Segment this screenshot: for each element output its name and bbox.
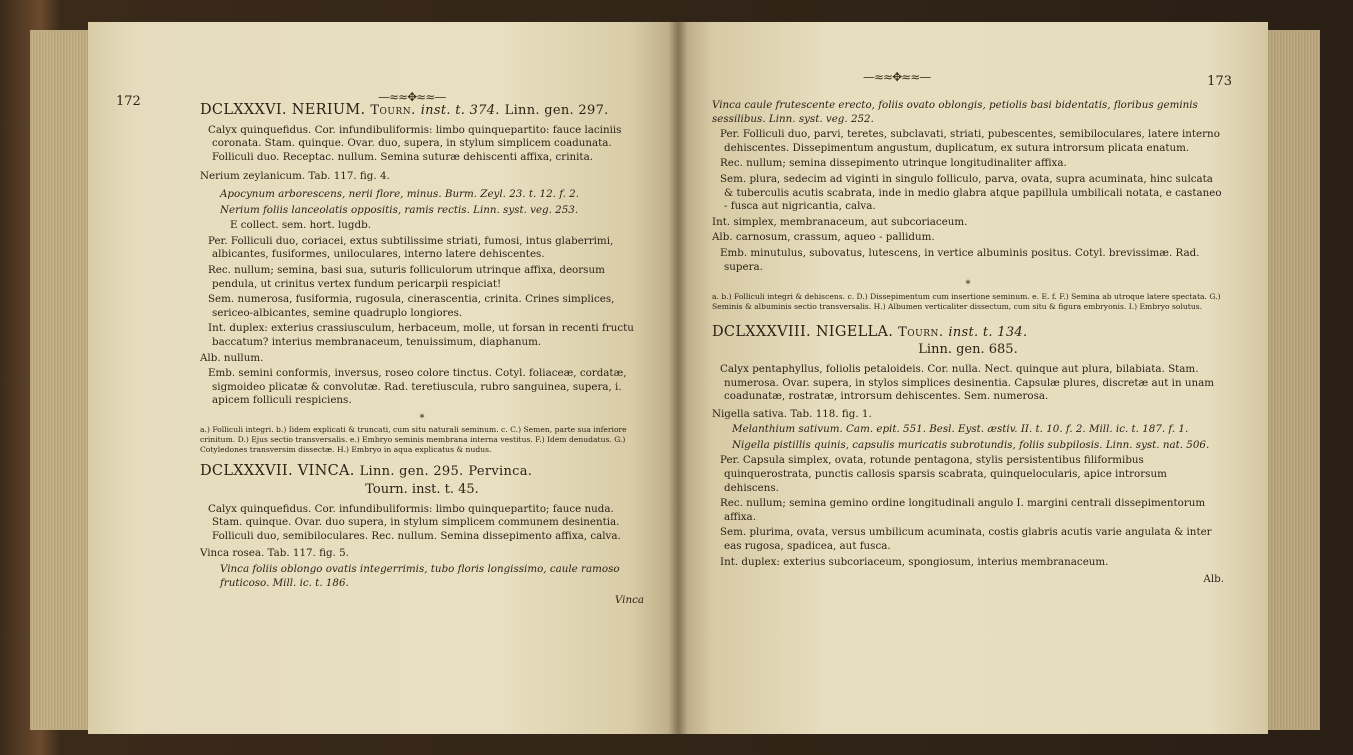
- species-line: Vinca rosea. Tab. 117. fig. 5.: [200, 547, 349, 560]
- right-page: [678, 22, 1268, 734]
- species-line: Nerium zeylanicum. Tab. 117. fig. 4.: [200, 170, 390, 183]
- author: Tourn.: [370, 103, 416, 118]
- ornament-icon: —≈≈✥≈≈—: [863, 70, 931, 84]
- receptacle-description: Rec. nullum; semina gemino ordine longitudinali angulo I. margini centrali dissepimentorum affixa.: [720, 497, 1206, 523]
- section-heading: [712, 323, 1224, 340]
- species-line: Nigella sativa. Tab. 118. fig. 1.: [712, 407, 872, 420]
- calyx-description: Calyx quinquefidus. Cor. infundibuliformis: limbo quinquepartito; fauce nuda. Stam. quinque. Ovar. duo supera, in stylum simplicem communem desinentia. Folliculi duo, semibiloculares. Rec. nullum. Semina dissepimento affixa, calva.: [208, 502, 621, 542]
- seed-description: Sem. plura, sedecim ad viginti in singulo folliculo, parva, ovata, supra acuminata, hinc sulcata & tuberculis acutis scabrata, inde in medio glabra atque papillula umbilicali notata, e castaneo - fusca aut nigricantia, calva.: [720, 172, 1222, 213]
- albumen-description: Alb. carnosum, crassum, aqueo - pallidum.: [712, 231, 935, 244]
- linnaeus-ref: Linn. gen. 297.: [504, 103, 609, 118]
- synonym: Apocynum arborescens, nerii flore, minus. Burm. Zeyl. 23. t. 12. f. 2.: [220, 187, 580, 200]
- ornament-icon: —≈≈✥≈≈—: [378, 90, 446, 104]
- pericarp-description: Per. Folliculi duo, coriacei, extus subtilissime striati, fumosi, intus glaberrimi, albicantes, fusiformes, uniloculares, interno latere dehiscentes.: [208, 234, 614, 261]
- asterism: *: [419, 412, 425, 424]
- page-number: 172: [116, 94, 141, 109]
- catchword: Alb.: [1203, 573, 1224, 586]
- linnaeus-ref: Linn. gen. 295.: [359, 464, 464, 480]
- pericarp-description: Per. Folliculi duo, parvi, teretes, subclavati, striati, pubescentes, semibiloculares, latere interno dehiscentes. Dissepimentum angustum, duplicatum, ex sutura introrsum plicata enatum.: [720, 128, 1220, 154]
- asterism: *: [965, 279, 971, 291]
- reference: inst. t. 134.: [948, 324, 1028, 340]
- catchword: Vinca: [614, 594, 644, 607]
- section-number: DCLXXXVI.: [200, 102, 287, 118]
- left-text-block: [200, 104, 644, 608]
- figure-explanation: a.) Folliculi integri. b.) Iidem explicati & truncati, cum situ naturali seminum. c. C.) Semen, parte sua inferiore crinitum. D.) Ejus sectio transversalis. e.) Embryo seminis membrana interna vestitus. F.) Idem denudatus. G.) Cotyledones transversim dissectæ. H.) Embryo in aqua explicatus & nudus.: [200, 425, 627, 455]
- genus-name: VINCA.: [297, 463, 355, 480]
- right-text-block: [712, 99, 1224, 587]
- pericarp-description: Per. Capsula simplex, ovata, rotunde pentagona, stylis persistentibus filiformibus quinquerostrata, punctis callosis sparsis scabrata, quinquelocularis, apice introrsum dehiscens.: [720, 454, 1167, 494]
- embryo-description: Emb. semini conformis, inversus, roseo colore tinctus. Cotyl. foliaceæ, cordatæ, sigmoideo plicatæ & convolutæ. Rad. teretiuscula, rubro sanguinea, supera, i. apicem folliculi respiciens.: [208, 367, 627, 407]
- embryo-description: Emb. minutulus, subovatus, lutescens, in vertice albuminis positus. Cotyl. brevissimæ. Rad. supera.: [720, 246, 1200, 273]
- section-subheading: Linn. gen. 685.: [918, 342, 1018, 358]
- section-heading: [200, 465, 644, 479]
- author: Tourn.: [898, 324, 944, 340]
- calyx-description: Calyx quinquefidus. Cor. infundibuliformis: limbo quinquepartito: fauce laciniis coronata. Stam. quinque. Ovar. duo, supera, in stylum simplicem coadunata. Folliculi duo. Receptac. nullum. Semina suturæ dehiscenti affixa, crinita.: [208, 123, 622, 163]
- synonym: Vinca caule frutescente erecto, foliis ovato oblongis, petiolis basi bidentatis, floribus geminis sessilibus. Linn. syst. veg. 252.: [712, 99, 1198, 125]
- page-edges-left: [30, 30, 88, 730]
- book-gutter: [668, 22, 688, 734]
- synonym: Vinca foliis oblongo ovatis integerrimis, tubo floris longissimo, caule ramoso fruticoso. Mill. ic. t. 186.: [220, 563, 620, 589]
- vernacular-name: Pervinca.: [468, 464, 533, 480]
- synonym: Nigella pistillis quinis, capsulis muricatis subrotundis, foliis subpilosis. Linn. syst. nat. 506.: [732, 438, 1210, 451]
- page-edges-right: [1268, 30, 1320, 730]
- reference: inst. t. 374.: [420, 103, 500, 118]
- seed-description: Sem. plurima, ovata, versus umbilicum acuminata, costis glabris acutis varie angulata & inter eas rugosa, spadicea, aut fusca.: [720, 526, 1212, 553]
- integument-description: Int. simplex, membranaceum, aut subcoriaceum.: [712, 215, 968, 228]
- receptacle-description: Rec. nullum; semina, basi sua, suturis folliculorum utrinque affixa, deorsum pendula, ut crinitus vertex fundum pericarpii respiciat!: [208, 263, 605, 290]
- synonym: Melanthium sativum. Cam. epit. 551. Besl. Eyst. æstiv. II. t. 10. f. 2. Mill. ic. t. 187. f. 1.: [732, 423, 1189, 436]
- seed-description: Sem. numerosa, fusiformia, rugosula, cinerascentia, crinita. Crines simplices, sericeo-albicantes, semine quadruplo longiores.: [208, 293, 615, 319]
- page-number: 173: [1207, 74, 1232, 89]
- section-heading: [200, 104, 644, 118]
- genus-name: NERIUM.: [291, 102, 366, 118]
- section-number: DCLXXXVIII.: [712, 323, 811, 340]
- integument-description: Int. duplex: exterius crassiusculum, herbaceum, molle, ut forsan in recenti fructu baccatum? interius membranaceum, tenuissimum, diaphanum.: [208, 322, 634, 348]
- synonym: Nerium foliis lanceolatis oppositis, ramis rectis. Linn. syst. veg. 253.: [220, 203, 579, 216]
- genus-name: NIGELLA.: [815, 323, 894, 340]
- integument-description: Int. duplex: exterius subcoriaceum, spongiosum, interius membranaceum.: [720, 555, 1109, 568]
- section-subheading: Tourn. inst. t. 45.: [365, 482, 479, 498]
- left-page: [88, 22, 678, 734]
- figure-explanation: a. b.) Folliculi integri & dehiscens. c. D.) Dissepimentum cum insertione seminum. e. E. f. F.) Semina ab utroque latere spectata. G.) Seminis & albuminis sectio transversalis. H.) Albumen verticaliter dissectum, cum situ & figura embryonis. I.) Embryo solutus.: [712, 291, 1221, 311]
- collection-note: E collect. sem. hort. lugdb.: [230, 219, 371, 232]
- section-number: DCLXXXVII.: [200, 463, 293, 480]
- albumen-description: Alb. nullum.: [200, 351, 264, 364]
- receptacle-description: Rec. nullum; semina dissepimento utrinque longitudinaliter affixa.: [720, 157, 1067, 170]
- calyx-description: Calyx pentaphyllus, foliolis petaloideis. Cor. nulla. Nect. quinque aut plura, bilabiata. Stam. numerosa. Ovar. supera, in stylos simplices desinentia. Capsulæ plures, discretæ aut in unam coadunatæ, rostratæ, introrsum dehiscentes. Sem. numerosa.: [720, 362, 1215, 403]
